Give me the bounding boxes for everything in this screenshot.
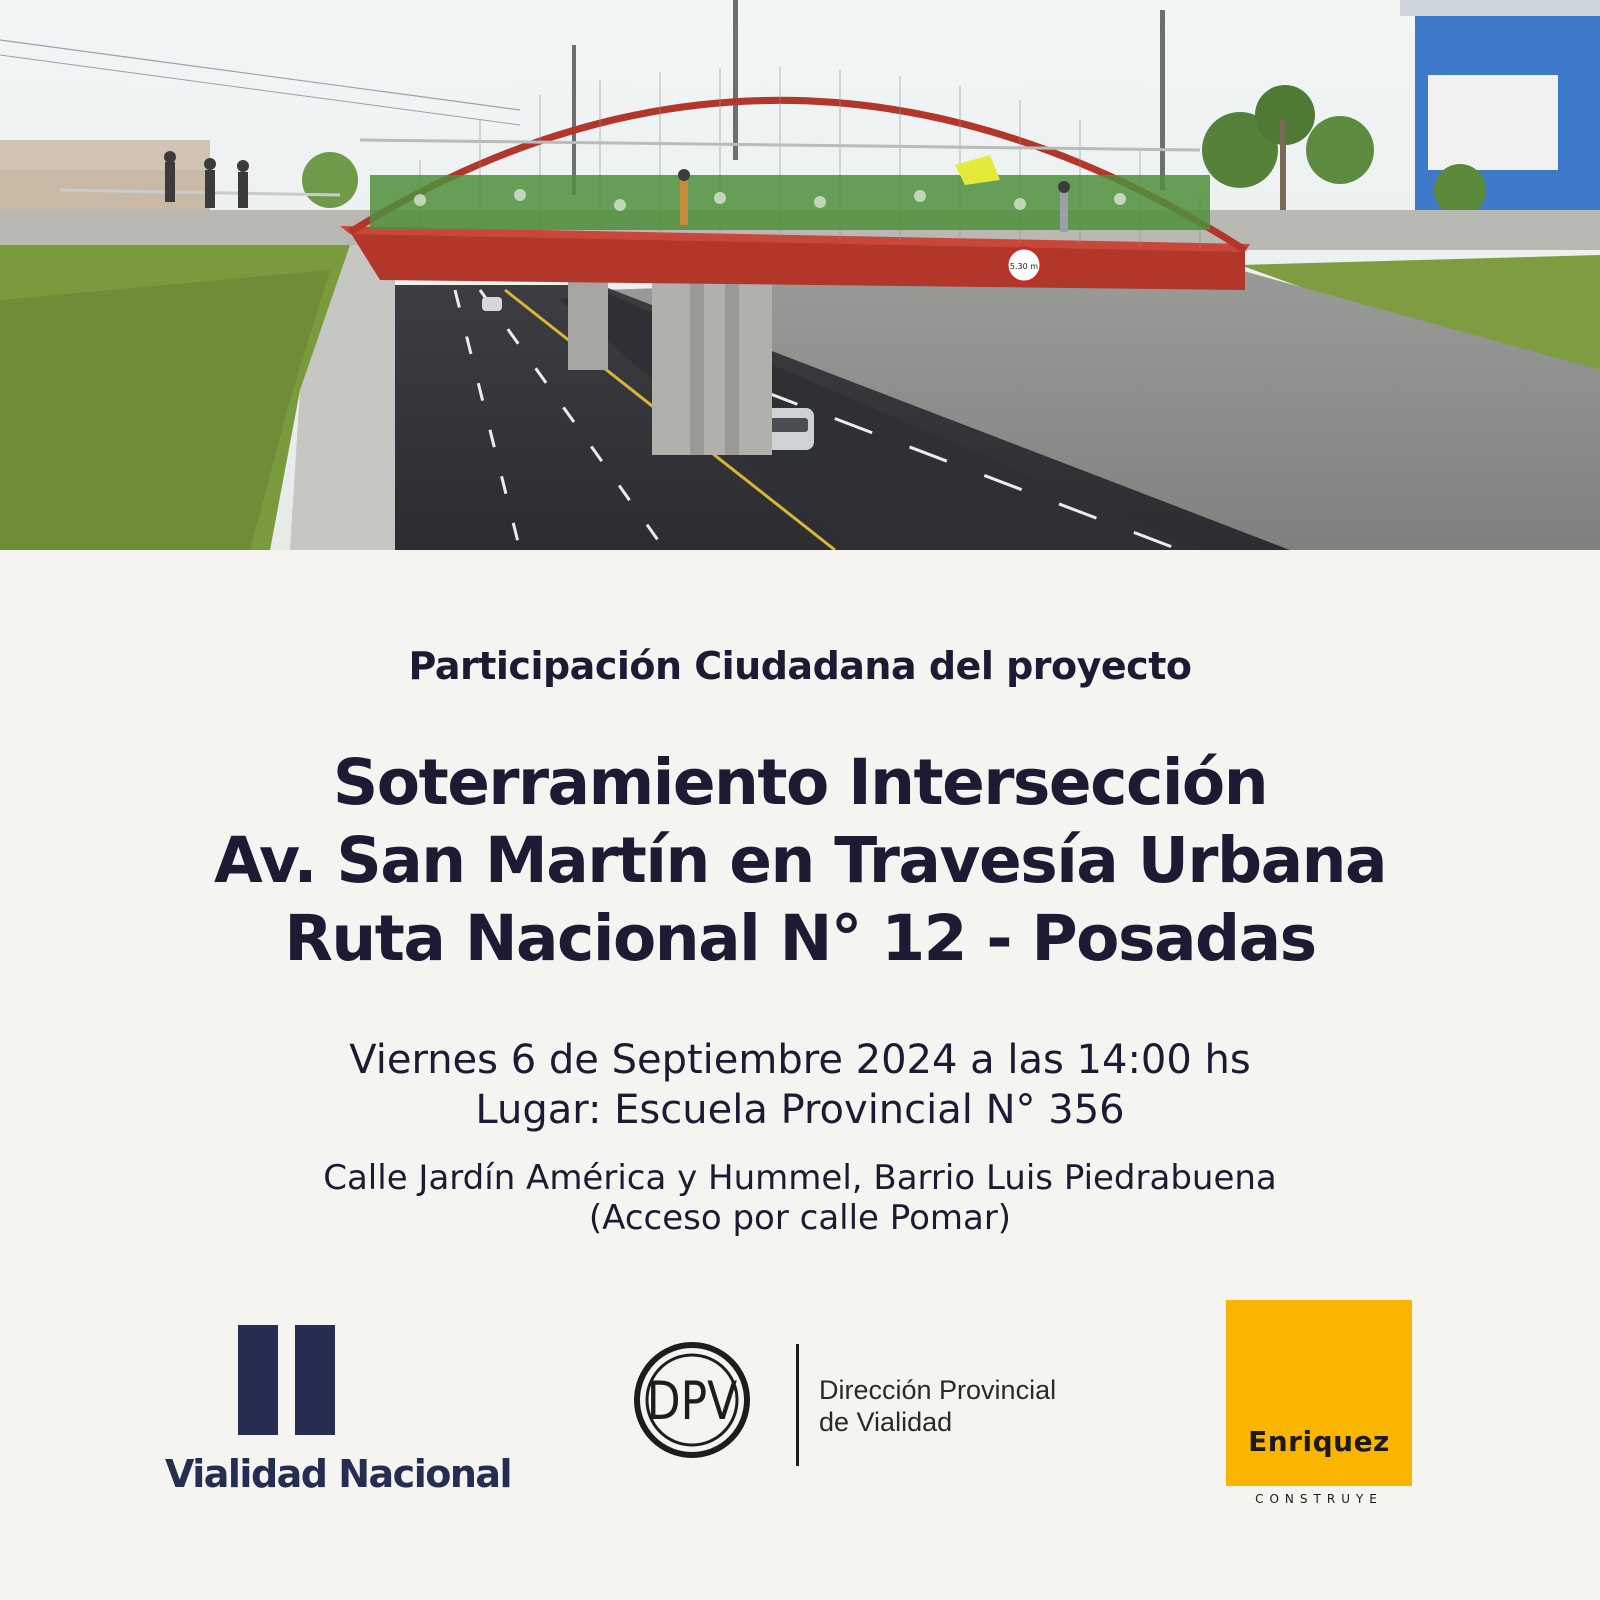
title-line-3: Ruta Nacional N° 12 - Posadas	[284, 902, 1316, 975]
event-venue: Lugar: Escuela Provincial N° 356	[475, 1087, 1125, 1133]
event-date-time: Viernes 6 de Septiembre 2024 a las 14:00 hs	[349, 1037, 1251, 1083]
title-line-2: Av. San Martín en Travesía Urbana	[214, 824, 1386, 897]
enriquez-tagline: CONSTRUYE	[1255, 1492, 1383, 1506]
clearance-sign-text: 5.30 m	[1009, 262, 1039, 271]
hero-image	[0, 0, 1600, 550]
event-address	[0, 1158, 1600, 1238]
enriquez-square	[1226, 1300, 1412, 1486]
event-title	[0, 744, 1600, 978]
vialidad-nacional-logo	[165, 1325, 525, 1495]
dpv-name-line-2: de Vialidad	[819, 1407, 953, 1437]
dpv-name-line-1: Dirección Provincial	[819, 1375, 1057, 1405]
enriquez-wordmark: Enriquez	[1248, 1425, 1390, 1458]
vialidad-bar-right	[295, 1325, 335, 1435]
svg-text:DPV: DPV	[646, 1371, 738, 1433]
dpv-name	[819, 1374, 1056, 1438]
dpv-seal-icon	[632, 1340, 752, 1460]
event-subtitle: Participación Ciudadana del proyecto	[408, 644, 1192, 688]
dpv-logo	[632, 1340, 1112, 1480]
enriquez-logo	[1226, 1300, 1412, 1510]
event-schedule	[0, 1035, 1600, 1135]
bridge-render	[0, 0, 1600, 550]
title-line-1: Soterramiento Intersección	[332, 746, 1268, 819]
vialidad-bar-left	[238, 1325, 278, 1435]
address-line-1: Calle Jardín América y Hummel, Barrio Luis Piedrabuena	[323, 1158, 1277, 1198]
dpv-divider	[796, 1344, 799, 1466]
address-line-2: (Acceso por calle Pomar)	[588, 1198, 1012, 1238]
vialidad-nacional-text: Vialidad Nacional	[165, 1452, 512, 1496]
